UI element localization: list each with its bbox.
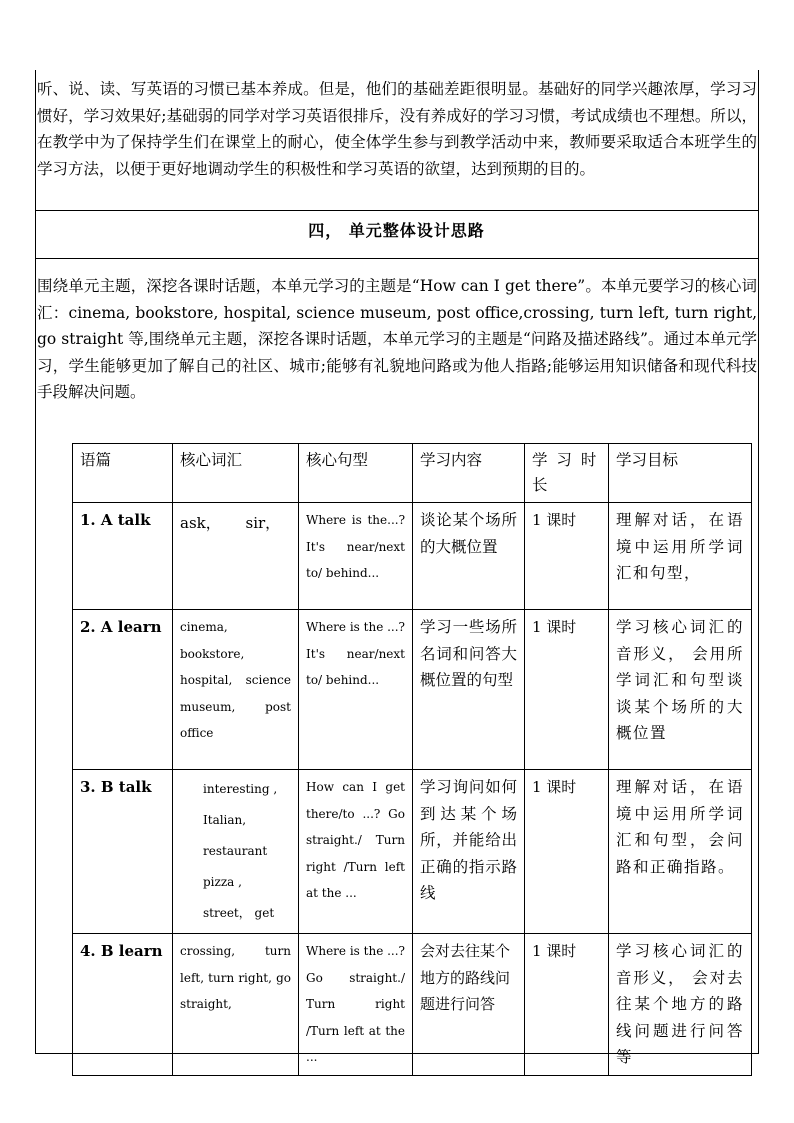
- header-cell: 核心词汇: [173, 444, 299, 503]
- vocab-cell: crossing, turn left, turn right, go straight,: [173, 934, 299, 1076]
- table-row: [73, 770, 752, 934]
- pattern-cell: Where is the ...?Go straight./ Turn right /Turn left at the ...: [299, 934, 413, 1076]
- text-cell: 3. B talk: [73, 770, 173, 934]
- header-cell: 学 习 时 长: [525, 444, 609, 503]
- vocab-cell: interesting , Italian, restaurant pizza , street， get: [173, 770, 299, 934]
- table-row: [73, 610, 752, 770]
- objective-cell: 学习核心词汇的音形义， 会对去往某个地方的路线问题进行问答等: [609, 934, 752, 1076]
- design-paragraph: 围绕单元主题，深挖各课时话题，本单元学习的主题是“How can I get there”。本单元要学习的核心词汇：cinema, bookstore, hospital, science museum, post office,crossing, turn left, turn right, go straight 等,围绕单元主题，深挖各课时话题，本单元学习的主题是“问路及描述路线”。通过本单元学习，学生能够更加了解自己的社区、城市;能够有礼貌地问路或为他人指路;能够运用知识储备和现代科技手段解决问题。: [37, 277, 757, 401]
- duration-cell: 1 课时: [525, 770, 609, 934]
- pattern-cell: How can I get there/to ...? Go straight./ Turn right /Turn left at the ...: [299, 770, 413, 934]
- table-row: [73, 934, 752, 1076]
- header-cell: 核心句型: [299, 444, 413, 503]
- unit-plan-table: [72, 443, 752, 1076]
- content-cell: 学习询问如何到达某个场所，并能给出正确的指示路线: [413, 770, 525, 934]
- section-heading: 四， 单元整体设计思路: [308, 221, 485, 240]
- objective-cell: 理解对话，在语境中运用所学词汇和句型，: [609, 503, 752, 610]
- table-header-row: [73, 444, 752, 503]
- header-cell: 语篇: [73, 444, 173, 503]
- text-cell: 4. B learn: [73, 934, 173, 1076]
- header-cell: 学习内容: [413, 444, 525, 503]
- pattern-cell: Where is the ...?It's near/next to/ behind...: [299, 610, 413, 770]
- content-cell: 会对去往某个地方的路线问题进行问答: [413, 934, 525, 1076]
- divider-line: [35, 210, 758, 211]
- text-cell: 2. A learn: [73, 610, 173, 770]
- vocab-cell: cinema, bookstore, hospital, science museum, post office: [173, 610, 299, 770]
- objective-cell: 学习核心词汇的音形义， 会用所学词汇和句型谈谈某个场所的大概位置: [609, 610, 752, 770]
- divider-line: [35, 258, 758, 259]
- content-cell: 学习一些场所名词和问答大概位置的句型: [413, 610, 525, 770]
- content-cell: 谈论某个场所的大概位置: [413, 503, 525, 610]
- duration-cell: 1 课时: [525, 503, 609, 610]
- duration-cell: 1 课时: [525, 934, 609, 1076]
- vocab-cell: ask， sir，: [173, 503, 299, 610]
- table-row: [73, 503, 752, 610]
- header-cell: 学习目标: [609, 444, 752, 503]
- duration-cell: 1 课时: [525, 610, 609, 770]
- intro-paragraph: 听、说、读、写英语的习惯已基本养成。但是，他们的基础差距很明显。基础好的同学兴趣浓厚，学习习惯好，学习效果好;基础弱的同学对学习英语很排斥，没有养成好的学习习惯，考试成绩也不理想。所以，在教学中为了保持学生们在课堂上的耐心，使全体学生参与到教学活动中来，教师要采取适合本班学生的学习方法，以便于更好地调动学生的积极性和学习英语的欲望，达到预期的目的。: [37, 80, 757, 178]
- pattern-cell: Where is the...? It's near/next to/ behind...: [299, 503, 413, 610]
- objective-cell: 理解对话，在语境中运用所学词汇和句型，会问路和正确指路。: [609, 770, 752, 934]
- text-cell: 1. A talk: [73, 503, 173, 610]
